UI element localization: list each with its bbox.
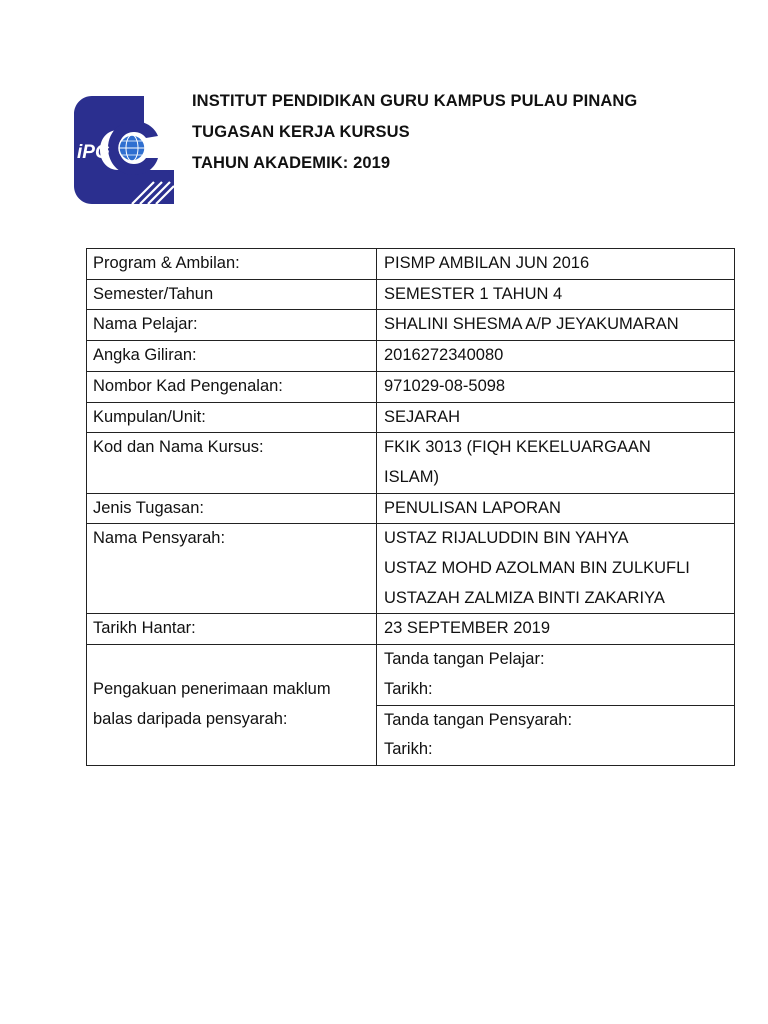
ipg-logo bbox=[74, 96, 174, 204]
lecturer-signature-label: Tanda tangan Pensyarah: bbox=[384, 710, 573, 729]
lecturer-name: USTAZAH ZALMIZA BINTI ZAKARIYA bbox=[384, 588, 665, 607]
assignment-type-value: PENULISAN LAPORAN bbox=[377, 493, 735, 524]
lecturers-label: Nama Pensyarah: bbox=[87, 524, 377, 614]
student-name-label: Nama Pelajar: bbox=[87, 310, 377, 341]
institution-name: INSTITUT PENDIDIKAN GURU KAMPUS PULAU PINANG bbox=[192, 92, 638, 110]
table-row bbox=[87, 371, 735, 402]
table-row bbox=[87, 402, 735, 433]
acknowledgement-label bbox=[87, 645, 377, 766]
group-unit-label: Kumpulan/Unit: bbox=[87, 402, 377, 433]
semester-value: SEMESTER 1 TAHUN 4 bbox=[377, 279, 735, 310]
index-number-label: Angka Giliran: bbox=[87, 341, 377, 372]
student-signature-label: Tanda tangan Pelajar: bbox=[384, 650, 545, 669]
course-value-line: FKIK 3013 (FIQH KEKELUARGAAN bbox=[384, 438, 651, 457]
index-number-value: 2016272340080 bbox=[377, 341, 735, 372]
table-row bbox=[87, 493, 735, 524]
student-name-value: SHALINI SHESMA A/P JEYAKUMARAN bbox=[377, 310, 735, 341]
lecturer-name: USTAZ MOHD AZOLMAN BIN ZULKUFLI bbox=[384, 559, 690, 578]
lecturer-date-label: Tarikh: bbox=[384, 740, 433, 759]
program-label: Program & Ambilan: bbox=[87, 249, 377, 280]
semester-label: Semester/Tahun bbox=[87, 279, 377, 310]
table-row bbox=[87, 341, 735, 372]
ic-number-label: Nombor Kad Pengenalan: bbox=[87, 371, 377, 402]
table-row bbox=[87, 645, 735, 705]
table-row bbox=[87, 310, 735, 341]
table-row bbox=[87, 249, 735, 280]
table-row bbox=[87, 614, 735, 645]
group-unit-value: SEJARAH bbox=[377, 402, 735, 433]
program-value: PISMP AMBILAN JUN 2016 bbox=[377, 249, 735, 280]
table-row bbox=[87, 433, 735, 493]
table-row bbox=[87, 279, 735, 310]
lecturers-value bbox=[377, 524, 735, 614]
table-row bbox=[87, 524, 735, 614]
document-header bbox=[192, 86, 637, 179]
ic-number-value: 971029-08-5098 bbox=[377, 371, 735, 402]
academic-year: TAHUN AKADEMIK: 2019 bbox=[192, 154, 391, 172]
lecturer-name: USTAZ RIJALUDDIN BIN YAHYA bbox=[384, 529, 629, 548]
logo-text: iPG bbox=[77, 142, 110, 163]
lecturer-signature-cell bbox=[377, 705, 735, 765]
student-date-label: Tarikh: bbox=[384, 679, 433, 698]
submission-date-label: Tarikh Hantar: bbox=[87, 614, 377, 645]
coursework-info-table bbox=[86, 248, 735, 766]
student-signature-cell bbox=[377, 645, 735, 705]
acknowledgement-label-line: balas daripada pensyarah: bbox=[93, 710, 288, 729]
submission-date-value: 23 SEPTEMBER 2019 bbox=[377, 614, 735, 645]
course-value-line: ISLAM) bbox=[384, 467, 440, 486]
course-label: Kod dan Nama Kursus: bbox=[87, 433, 377, 493]
document-type: TUGASAN KERJA KURSUS bbox=[192, 123, 410, 141]
assignment-type-label: Jenis Tugasan: bbox=[87, 493, 377, 524]
acknowledgement-label-line: Pengakuan penerimaan maklum bbox=[93, 680, 331, 699]
course-value bbox=[377, 433, 735, 493]
